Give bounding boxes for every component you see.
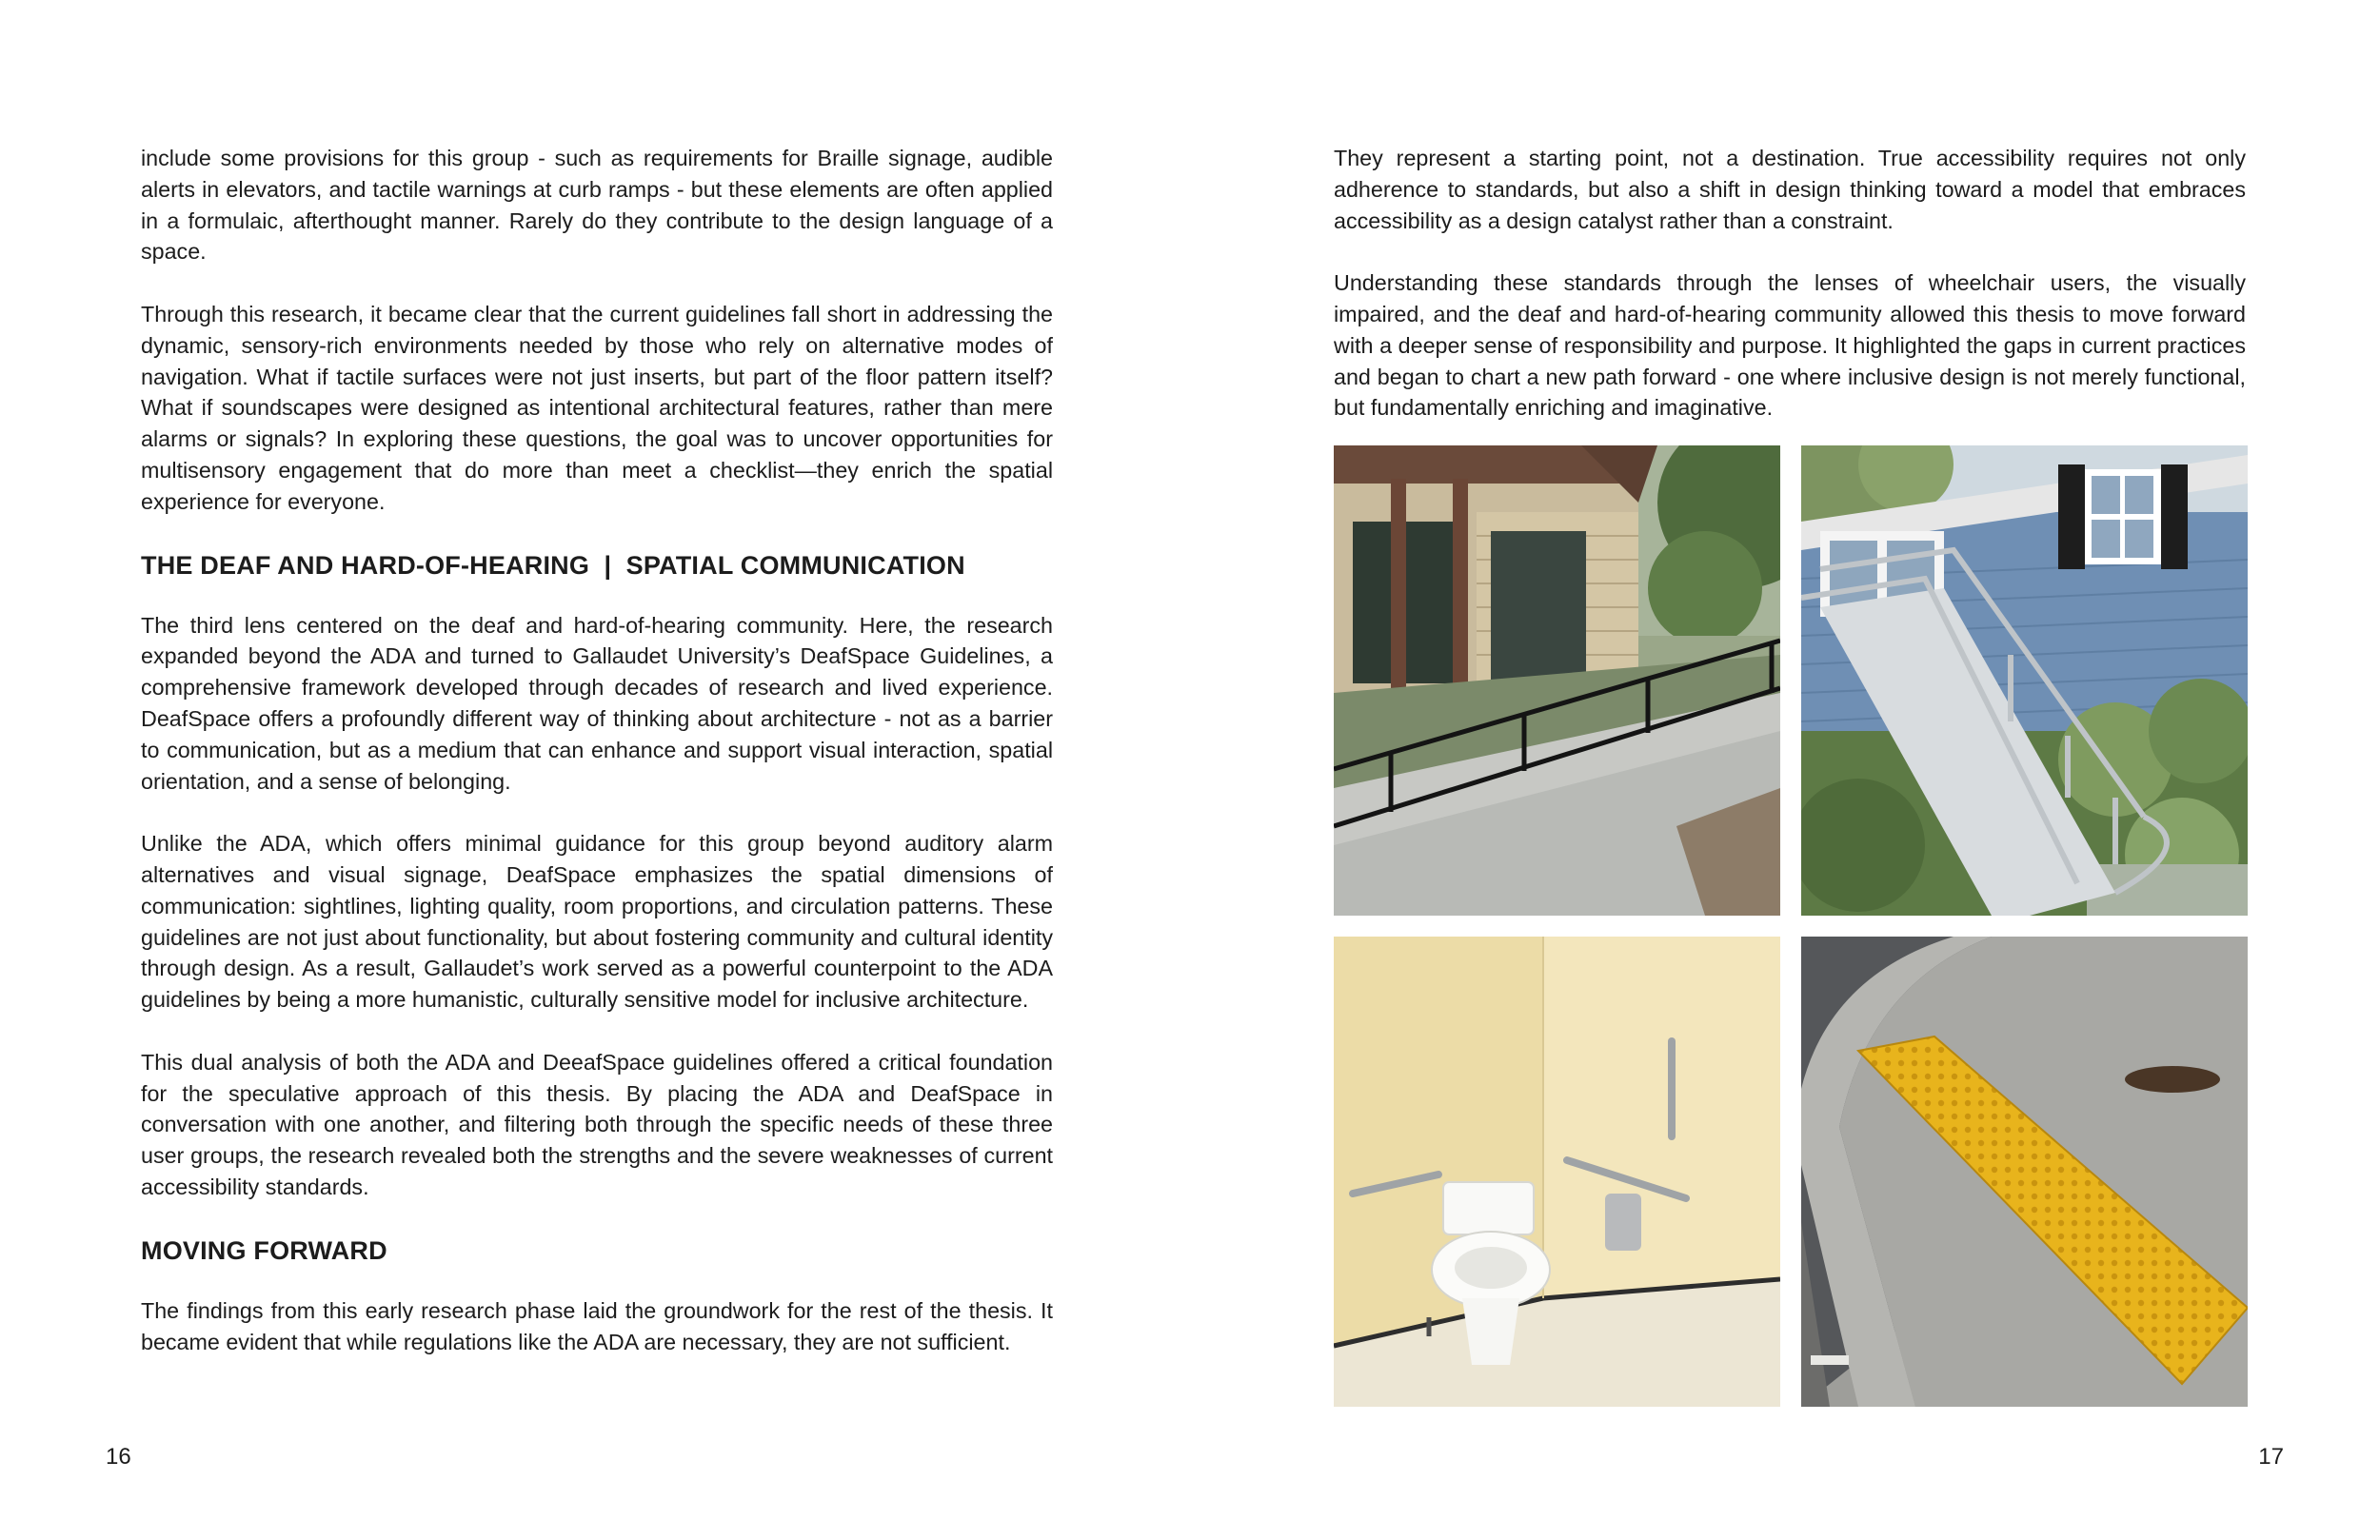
paragraph: Unlike the ADA, which offers minimal guidance for this group beyond auditory alarm alternatives and visual signage, DeafSpace emphasizes the spatial dimensions of communication: sightlines, lighting quality, room proportions, and circulation patterns. These guidelines are not just about functionality, but about fostering community and cultural identity through design. As a result, Gallaudet’s work served as a powerful counterpoint to the ADA guidelines by being a more humanistic, culturally sensitive model for inclusive architecture. xyxy=(141,831,1053,1013)
tactile-paving-photo xyxy=(1801,937,2248,1407)
right-page-text xyxy=(1334,143,2246,424)
accessible-restroom-photo xyxy=(1334,937,1780,1407)
paragraph: This dual analysis of both the ADA and DeeafSpace guidelines offered a critical foundation for the speculative approach of this thesis. By placing the ADA and DeafSpace in conversation with one another, and filtering both through the specific needs of these three user groups, the research revealed both the strengths and the severe weaknesses of current accessibility standards. xyxy=(141,1049,1053,1199)
paragraph: They represent a starting point, not a destination. True accessibility requires not only adherence to standards, but also a shift in design thinking toward a model that embraces accessibility as a design catalyst rather than a constraint. xyxy=(1334,146,2246,233)
paragraph: The third lens centered on the deaf and hard-of-hearing community. Here, the research expanded beyond the ADA and turned to Gallaudet University’s DeafSpace Guidelines, a comprehensive framework developed through decades of research and lived experience. DeafSpace offers a profoundly different way of thinking about architecture - not as a barrier to communication, but as a medium that can enhance and support visual interaction, spatial orientation, and a sense of belonging. xyxy=(141,612,1053,794)
section-heading-moving-forward: MOVING FORWARD xyxy=(141,1235,387,1265)
paragraph: Through this research, it became clear that the current guidelines fall short in addressing the dynamic, sensory-rich environments needed by those who rely on alternative modes of navigation. What if tactile surfaces were not just inserts, but part of the floor pattern itself? What if soundscapes were designed as intentional architectural features, rather than mere alarms or signals? In exploring these questions, the goal was to uncover opportunities for multisensory engagement that do more than meet a checklist—they enrich the spatial experience for everyone. xyxy=(141,301,1053,514)
photo-grid xyxy=(1334,445,2248,1405)
paragraph: The findings from this early research phase laid the groundwork for the rest of the thesis. It became evident that while regulations like the ADA are necessary, they are not sufficient. xyxy=(141,1297,1053,1354)
page-number-right: 17 xyxy=(2258,1444,2284,1470)
paragraph: include some provisions for this group - such as requirements for Braille signage, audible alerts in elevators, and tactile warnings at curb ramps - but these elements are often applied in a formulaic, afterthought manner. Rarely do they contribute to the design language of a space. xyxy=(141,146,1053,265)
paragraph: Understanding these standards through the lenses of wheelchair users, the visually impaired, and the deaf and hard-of-hearing community allowed this thesis to move forward with a deeper sense of responsibility and purpose. It highlighted the gaps in current practices and began to chart a new path forward - one where inclusive design is not merely functional, but fundamentally enriching and imaginative. xyxy=(1334,270,2246,421)
aluminum-ramp-photo xyxy=(1801,445,2248,916)
concrete-ramp-photo xyxy=(1334,445,1780,916)
section-heading-deaf: THE DEAF AND HARD-OF-HEARING | SPATIAL COMMUNICATION xyxy=(141,550,965,580)
left-page-text xyxy=(141,143,1053,1357)
page-number-left: 16 xyxy=(106,1444,131,1470)
